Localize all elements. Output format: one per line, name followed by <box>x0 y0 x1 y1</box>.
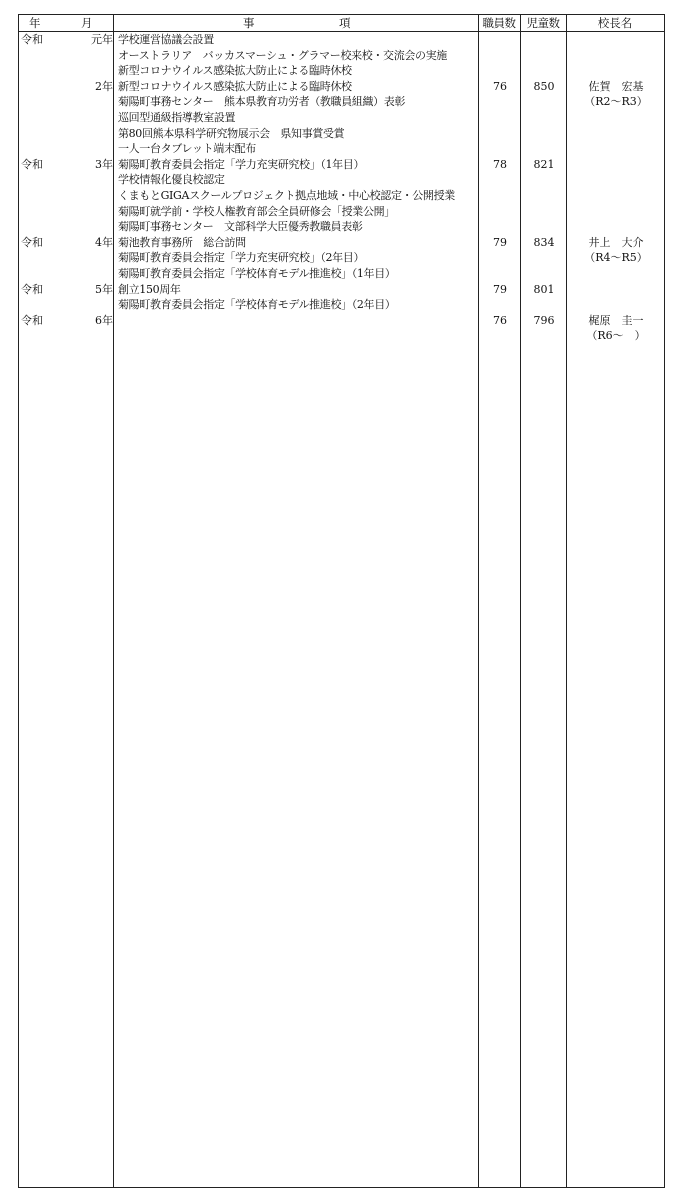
student-count: 796 <box>533 313 555 327</box>
month-cell: 5年 <box>95 282 113 296</box>
header-principal: 校長名 <box>597 16 633 30</box>
header-staff: 職員数 <box>482 16 516 30</box>
era-cell: 令和 <box>21 282 43 296</box>
era-cell: 令和 <box>21 33 43 46</box>
principal-term: （R4～R5） <box>584 251 648 265</box>
principal-name: 梶原 圭一 <box>588 313 644 327</box>
principal-name: 佐賀 宏基 <box>588 79 644 93</box>
event-item: 学校情報化優良校認定 <box>118 173 225 187</box>
principal-term: （R2～R3） <box>584 95 648 109</box>
event-item: 菊陽町就学前・学校人権教育部会全員研修会「授業公開」 <box>118 204 395 218</box>
student-count: 821 <box>533 157 555 171</box>
student-count: 801 <box>533 282 555 296</box>
history-table <box>18 14 665 1188</box>
column-divider <box>478 15 479 1187</box>
event-item: 新型コロナウイルス感染拡大防止による臨時休校 <box>118 79 352 93</box>
event-item: くまもとGIGAスクールプロジェクト拠点地域・中心校認定・公開授業 <box>118 189 455 202</box>
event-item: 菊池教育事務所 総合訪問 <box>118 235 246 249</box>
event-item: 一人一台タブレット端末配布 <box>118 142 256 156</box>
staff-count: 78 <box>493 157 507 171</box>
event-item: 学校運営協議会設置 <box>118 33 214 46</box>
event-item: 菊陽町教育委員会指定「学力充実研究校」（1年目） <box>118 157 365 171</box>
student-count: 834 <box>533 235 555 249</box>
month-cell: 4年 <box>95 235 113 249</box>
header-event-right: 項 <box>339 16 351 30</box>
event-item: 創立150周年 <box>118 282 181 296</box>
staff-count: 79 <box>493 282 507 296</box>
era-cell: 令和 <box>21 157 43 171</box>
era-cell: 令和 <box>21 313 43 327</box>
header-year: 年 <box>29 16 41 30</box>
event-item: 菊陽町教育委員会指定「学校体育モデル推進校」（1年目） <box>118 267 396 280</box>
event-item: 菊陽町教育委員会指定「学校体育モデル推進校」（2年目） <box>118 298 396 312</box>
month-cell: 3年 <box>95 157 113 171</box>
student-count: 850 <box>533 79 555 93</box>
column-divider <box>113 15 114 1187</box>
staff-count: 76 <box>493 79 507 93</box>
event-item: 巡回型通級指導教室設置 <box>118 111 236 124</box>
column-divider <box>520 15 521 1187</box>
header-month: 月 <box>81 16 93 30</box>
column-divider <box>566 15 567 1187</box>
staff-count: 76 <box>493 313 507 327</box>
principal-name: 井上 大介 <box>588 235 644 249</box>
header-students: 児童数 <box>526 16 560 30</box>
event-item: 菊陽町事務センター 熊本県教育功労者（教職員組織）表彰 <box>118 95 406 109</box>
event-item: 菊陽町事務センター 文部科学大臣優秀教職員表彰 <box>118 220 363 234</box>
month-cell: 2年 <box>95 79 113 93</box>
month-cell: 6年 <box>95 313 113 327</box>
event-item: 第80回熊本県科学研究物展示会 県知事賞受賞 <box>118 126 345 140</box>
staff-count: 79 <box>493 235 507 249</box>
era-cell: 令和 <box>21 235 43 249</box>
header-event-left: 事 <box>243 16 255 30</box>
event-item: 新型コロナウイルス感染拡大防止による臨時休校 <box>118 64 352 78</box>
principal-term: （R6～ ） <box>586 329 646 343</box>
event-item: オーストラリア バッカスマーシュ・グラマー校来校・交流会の実施 <box>118 48 447 62</box>
event-item: 菊陽町教育委員会指定「学力充実研究校」（2年目） <box>118 251 365 265</box>
month-cell: 元年 <box>91 33 113 46</box>
